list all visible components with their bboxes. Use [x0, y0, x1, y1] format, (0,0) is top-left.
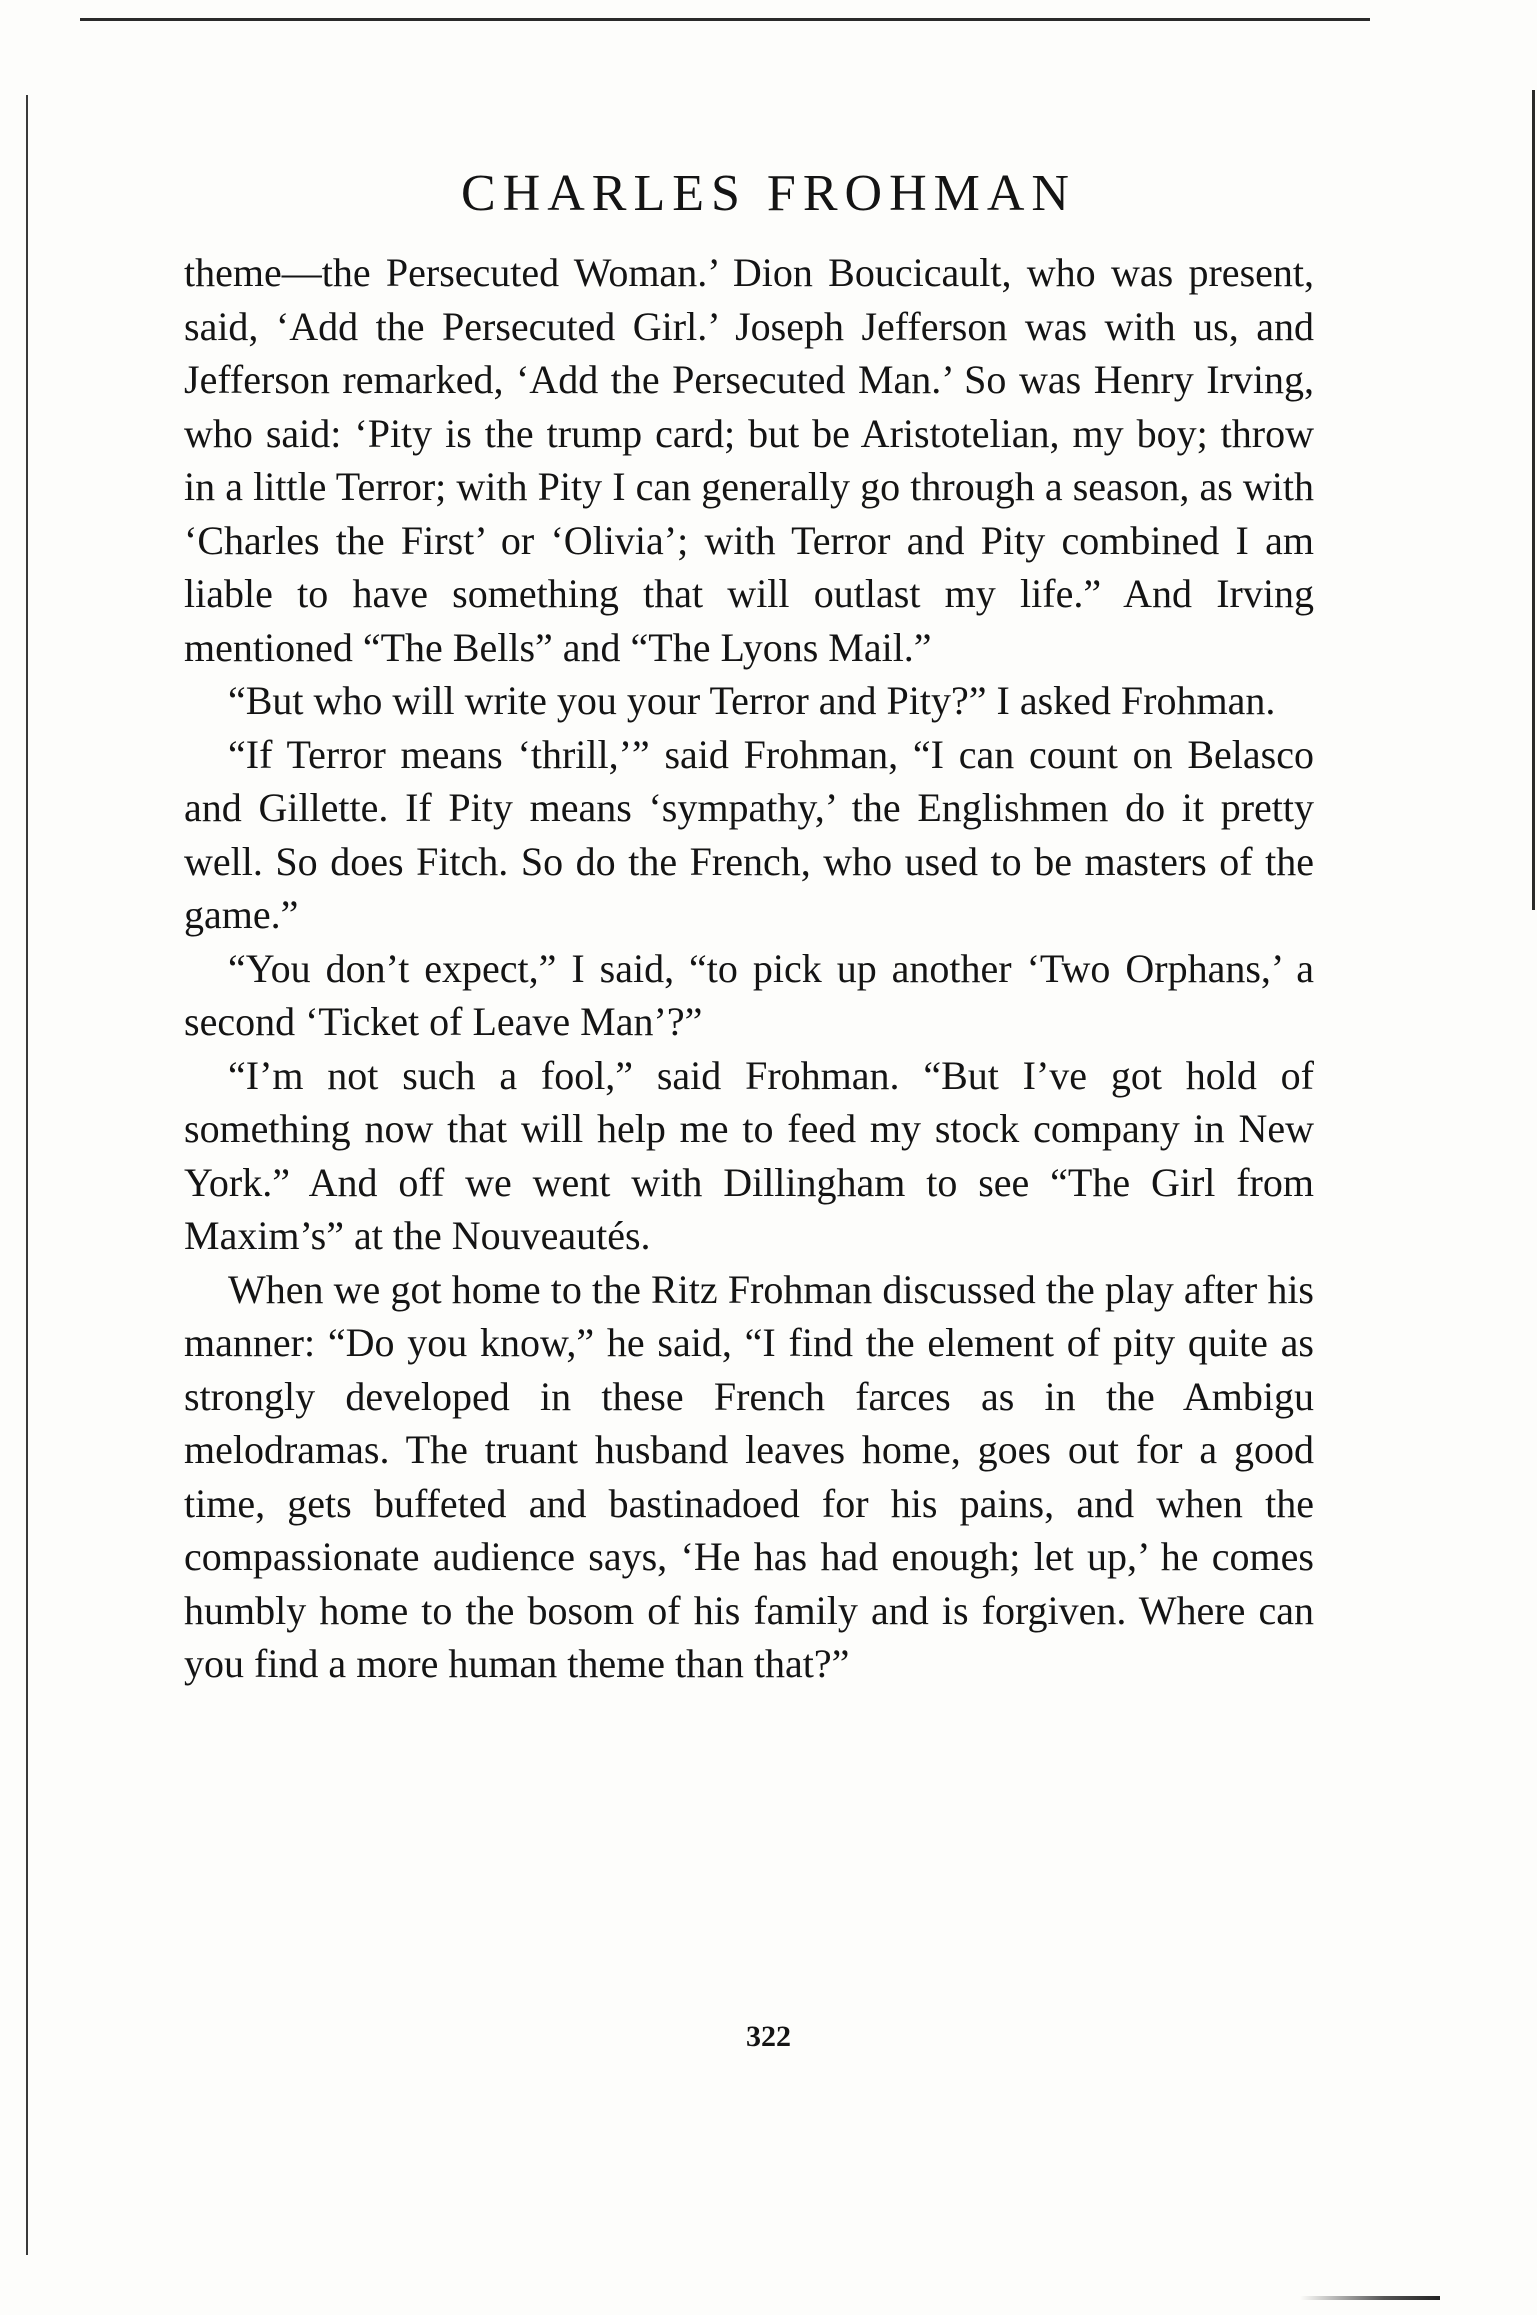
left-border-line: [26, 95, 28, 2255]
bottom-edge-smudge: [1300, 2296, 1440, 2300]
body-text: [184, 246, 1314, 1691]
paragraph: “If Terror means ‘thrill,’” said Frohman, “I can count on Belasco and Gillette. If Pity means ‘sympathy,’ the Englishmen do it pretty well. So does Fitch. So do the French, who used to be masters of the game.”: [184, 731, 1314, 937]
page-number: 322: [746, 2020, 791, 2053]
paragraph: “You don’t expect,” I said, “to pick up another ‘Two Orphans,’ a second ‘Ticket of Leave Man’?”: [184, 945, 1314, 1044]
paragraph: When we got home to the Ritz Frohman discussed the play after his manner: “Do you know,” he said, “I find the element of pity quite as strongly developed in these French farces as in the Ambigu melodramas. The truant husband leaves home, goes out for a good time, gets buffeted and bastinadoed for his pains, and when the compassionate audience says, ‘He has had enough; let up,’ he comes humbly home to the bosom of his family and is forgiven. Where can you find a more human theme than that?”: [184, 1266, 1314, 1686]
paragraph: “But who will write you your Terror and Pity?” I asked Frohman.: [228, 678, 1276, 723]
top-border-line: [80, 18, 1370, 21]
paragraph: theme—the Persecuted Woman.’ Dion Boucicault, who was present, said, ‘Add the Persecuted Girl.’ Joseph Jefferson was with us, and Jefferson remarked, ‘Add the Persecuted Man.’ So was Henry Irving, who said: ‘Pity is the trump card; but be Aristotelian, my boy; throw in a little Terror; with Pity I can generally go through a season, as with ‘Charles the First’ or ‘Olivia’; with Terror and Pity combined I am liable to have something that will outlast my life.” And Irving mentioned “The Bells” and “The Lyons Mail.”: [184, 250, 1314, 670]
running-head: CHARLES FROHMAN: [461, 165, 1076, 222]
paragraph: “I’m not such a fool,” said Frohman. “But I’ve got hold of something now that will help me to feed my stock company in New York.” And off we went with Dillingham to see “The Girl from Maxim’s” at the Nouveautés.: [184, 1052, 1314, 1258]
